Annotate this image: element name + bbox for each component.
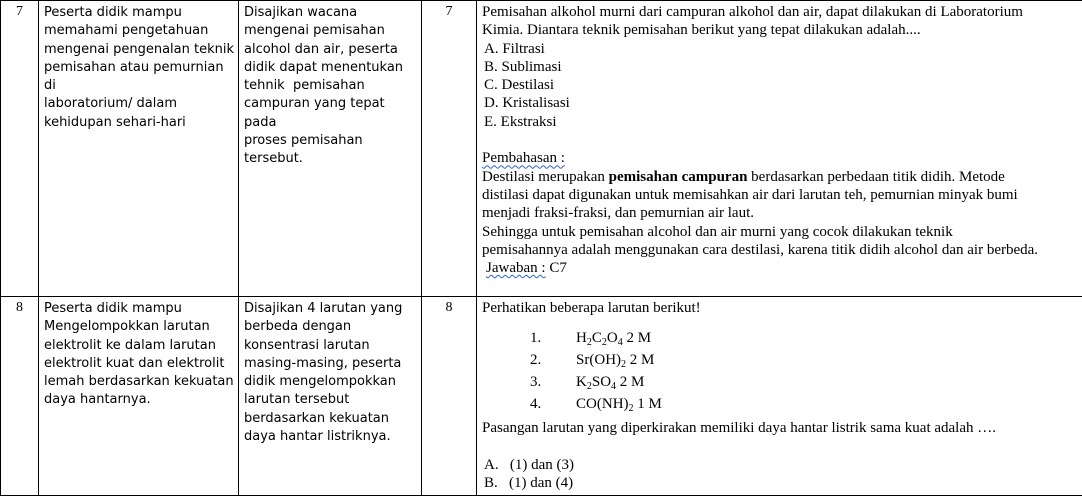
answer-option: E. Ekstraksi xyxy=(484,113,557,130)
answer-value: C7 xyxy=(545,260,567,277)
list-item xyxy=(530,371,662,393)
indicator-line: laboratorium/ dalam xyxy=(44,96,177,112)
discussion-line: Sehingga untuk pemisahan alcohol dan air murni yang cocok dilakukan teknik xyxy=(482,223,953,240)
discussion-line: pemisahannya adalah menggunakan cara destilasi, karena titik didih alcohol dan air berbeda. xyxy=(482,241,1039,258)
stimulus-line: konsentrasi larutan xyxy=(244,337,370,353)
stimulus-line: proses pemisahan xyxy=(244,133,363,149)
indicator-line: Mengelompokkan larutan xyxy=(44,319,210,335)
indicator-line: memahami pengetahuan xyxy=(44,23,209,39)
stimulus-line: campuran yang tepat pada xyxy=(244,96,385,130)
answer-label: Jawaban : xyxy=(486,260,546,277)
solution-formula: $K_2SO_4$ 2 M xyxy=(576,374,645,393)
stimulus-line: didik mengelompokkan xyxy=(244,374,397,390)
row-number-cell: 7 xyxy=(1,1,39,297)
question-number-cell: 8 xyxy=(422,297,477,496)
stimulus-line: tersebut. xyxy=(244,151,303,167)
table-row xyxy=(1,297,1082,496)
answer-option: D. Kristalisasi xyxy=(484,95,570,112)
stimulus-line: mengenai pemisahan xyxy=(244,23,385,39)
stimulus-line: daya hantar listriknya. xyxy=(244,429,391,445)
stimulus-line: berdasarkan kekuatan xyxy=(244,410,390,426)
discussion-heading: Pembahasan : xyxy=(482,150,565,167)
answer-option: A. Filtrasi xyxy=(484,40,545,57)
indicator-line: Peserta didik mampu xyxy=(44,301,182,316)
solution-number: 2. xyxy=(530,352,542,369)
solution-formula: $Sr(OH)_2$ 2 M xyxy=(576,352,655,371)
answer-option: B. (1) dan (4) xyxy=(484,475,574,492)
question-line: Pemisahan alkohol murni dari campuran alkohol dan air, dapat dilakukan di Laboratorium xyxy=(482,4,1023,20)
indicator-line: kehidupan sehari-hari xyxy=(44,114,186,130)
indicator-line: mengenai pengenalan teknik xyxy=(44,41,234,57)
stimulus-line: Disajikan wacana xyxy=(244,5,358,20)
stimulus-line: tehnik pemisahan xyxy=(244,78,365,94)
indicator-line: elektrolit kuat dan elektrolit xyxy=(44,355,225,371)
stimulus-line: alcohol dan air, peserta xyxy=(244,41,398,57)
indicator-line: lemah berdasarkan kekuatan xyxy=(44,374,234,390)
solution-number: 3. xyxy=(530,374,542,391)
stimulus-line: masing-masing, peserta xyxy=(244,355,402,371)
stimulus-cell xyxy=(239,297,422,496)
answer-option: B. Sublimasi xyxy=(484,58,562,75)
stimulus-line: didik dapat menentukan xyxy=(244,59,404,75)
indicator-line: elektrolit ke dalam larutan xyxy=(44,337,216,353)
question-cell xyxy=(477,1,1082,297)
question-number-cell: 7 xyxy=(422,1,477,297)
stimulus-line: larutan tersebut xyxy=(244,392,350,408)
solution-formula: $CO(NH)_2$ 1 M xyxy=(576,396,662,415)
indicator-cell xyxy=(39,1,239,297)
indicator-line: pemisahan atau pemurnian di xyxy=(44,59,224,94)
table-row xyxy=(1,1,1082,297)
discussion-bold-term: pemisahan campuran xyxy=(608,168,748,185)
answer-option: C. Destilasi xyxy=(484,77,554,94)
answer-option: A. (1) dan (3) xyxy=(484,456,574,473)
row-number-cell: 8 xyxy=(1,297,39,496)
question-cell xyxy=(477,297,1082,496)
discussion-line: Destilasi merupakan pemisahan campuran berdasarkan perbedaan titik didih. Metode xyxy=(482,168,1005,185)
indicator-cell xyxy=(39,297,239,496)
solution-formula: $H_2C_2O_4$ 2 M xyxy=(576,330,652,349)
solution-list xyxy=(530,327,662,415)
discussion-line: distilasi dapat digunakan untuk memisahkan air dari larutan teh, pemurnian minyak bumi xyxy=(482,186,1018,203)
indicator-line: daya hantarnya. xyxy=(44,392,151,408)
stimulus-cell xyxy=(239,1,422,297)
list-item xyxy=(530,393,662,415)
solution-number: 4. xyxy=(530,396,542,413)
discussion-line: menjadi fraksi-fraksi, dan pemurnian air laut. xyxy=(482,205,754,222)
list-item xyxy=(530,349,662,371)
list-item xyxy=(530,327,662,349)
question-line: Kimia. Diantara teknik pemisahan berikut yang tepat dilakukan adalah.... xyxy=(482,22,921,39)
question-intro: Perhatikan beberapa larutan berikut! xyxy=(482,300,701,316)
stimulus-line: berbeda dengan xyxy=(244,319,352,335)
question-line: Pasangan larutan yang diperkirakan memiliki daya hantar listrik sama kuat adalah …. xyxy=(482,420,996,437)
stimulus-line: Disajikan 4 larutan yang xyxy=(244,301,403,316)
solution-number: 1. xyxy=(530,330,542,347)
indicator-line: Peserta didik mampu xyxy=(44,5,182,20)
